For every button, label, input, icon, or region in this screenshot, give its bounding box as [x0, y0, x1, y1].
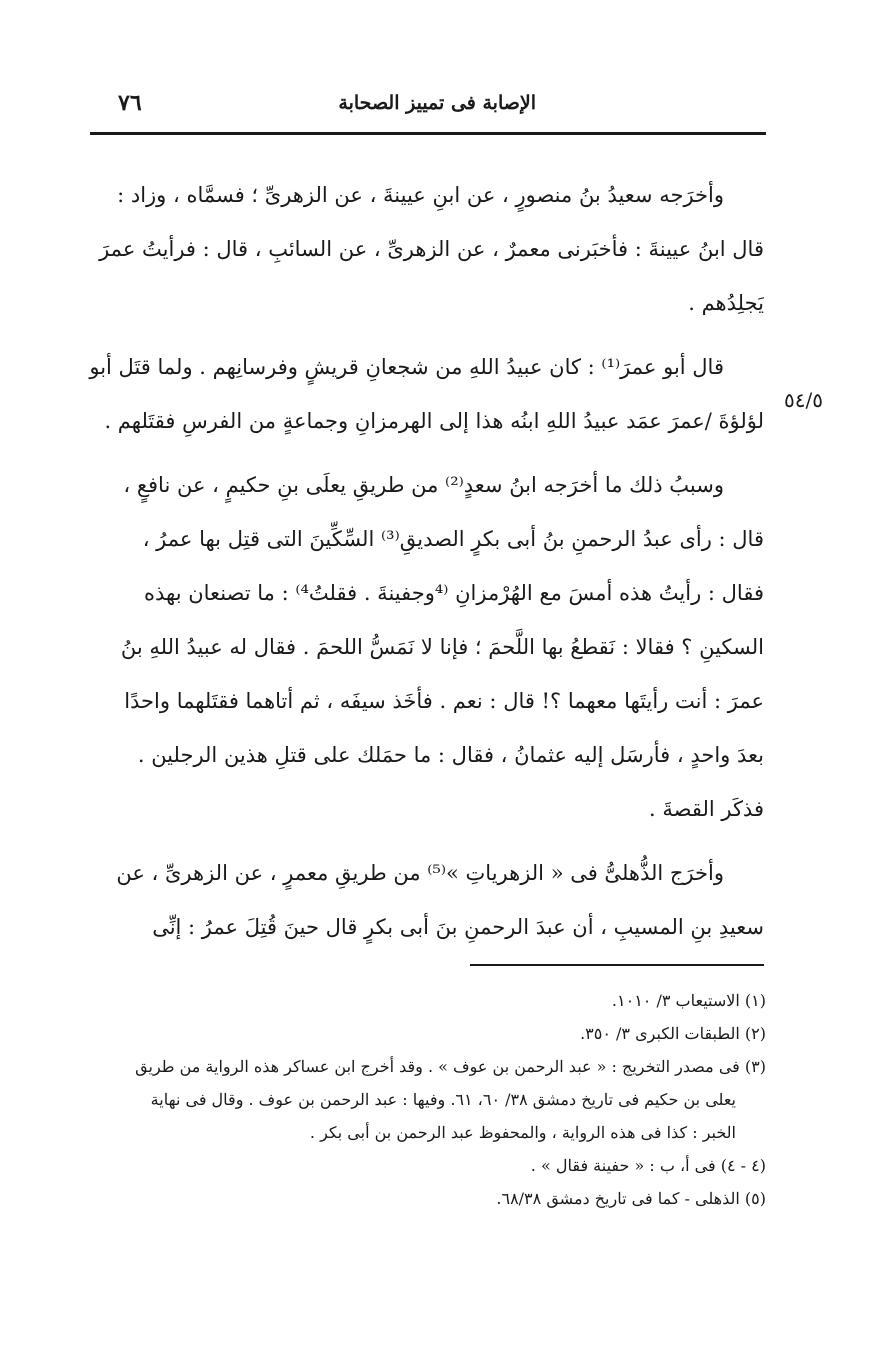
footnote: (١) الاستيعاب ٣/ ١٠١٠. — [611, 991, 766, 1010]
text-line: قال أبو عمرَ⁽¹⁾ : كان عبيدُ اللهِ من شجعانِ قريشٍ وفرسانِهم . ولما قتَل أبو — [89, 355, 724, 379]
footnote-continuation: الخبر : كذا فى هذه الرواية ، والمحفوظ عبد الرحمن بن أبى بكر . — [309, 1123, 736, 1142]
running-title: الإصابة فى تمييز الصحابة — [338, 92, 536, 114]
text-line: وأخرَجه سعيدُ بنُ منصورٍ ، عن ابنِ عيينةَ ، عن الزهرىِّ ؛ فسمَّاه ، وزاد : — [117, 183, 724, 207]
text-line: وسببُ ذلك ما أخرَجه ابنُ سعدٍ⁽²⁾ من طريقِ يعلَى بنِ حكيمٍ ، عن نافعٍ ، — [123, 473, 724, 497]
text-line: قال ابنُ عيينةَ : فأخبَرنى معمرٌ ، عن الزهرىِّ ، عن السائبِ ، قال : فرأيتُ عمرَ — [99, 237, 764, 261]
paragraph-gap — [88, 448, 764, 458]
text-line: يَجلِدُهم . — [688, 291, 764, 315]
text-line: لؤلؤةَ /عمرَ عمَد عبيدُ اللهِ ابنُه هذا إلى الهرمزانِ وجماعةٍ من الفرسِ فقتَلهم . — [104, 409, 764, 433]
footnote-continuation: يعلى بن حكيم فى تاريخ دمشق ٣٨/ ٦٠، ٦١. وفيها : عبد الرحمن بن عوف . وقال فى نهاية — [150, 1090, 736, 1109]
footnote: (٢) الطبقات الكبرى ٣/ ٣٥٠. — [580, 1024, 766, 1043]
text-line: قال : رأى عبدُ الرحمنِ بنُ أبى بكرٍ الصديقِ⁽³⁾ السِّكِّينَ التى قتِل بها عمرُ ، — [142, 527, 764, 551]
text-line: بعدَ واحدٍ ، فأرسَل إليه عثمانُ ، فقال : ما حمَلك على قتلِ هذين الرجلين . — [137, 743, 764, 767]
text-line: فذكَر القصةَ . — [649, 797, 764, 821]
margin-page-reference: ٥٤/٥ — [784, 388, 823, 412]
text-line: سعيدِ بنِ المسيبِ ، أن عبدَ الرحمنِ بنَ أبى بكرٍ قال حينَ قُتِلَ عمرُ : إنِّى — [152, 915, 764, 939]
paragraph-gap — [88, 836, 764, 846]
footnote-separator — [470, 964, 764, 966]
page-number: ٧٦ — [118, 90, 142, 116]
text-line: فقال : رأيتُ هذه أمسَ مع الهُرْمزانِ ⁽⁴وجفينةَ . فقلتُ⁴⁾ : ما تصنعان بهذه — [144, 581, 764, 605]
header-rule — [90, 132, 766, 135]
page-header — [90, 86, 766, 126]
text-line: عمرَ : أنت رأيتَها معهما ؟! قال : نعم . فأخَذ سيفَه ، ثم أتاهما فقتَلهما واحدًا — [124, 689, 764, 713]
text-line: السكينِ ؟ فقالا : نَقطعُ بها اللَّحمَ ؛ فإنا لا نَمَسُّ اللحمَ . فقال له عبيدُ اللهِ بنُ — [120, 635, 764, 659]
text-line: وأخرَج الذُّهلىُّ فى « الزهرياتِ »⁽⁵⁾ من طريقِ معمرٍ ، عن الزهرىِّ ، عن — [116, 861, 724, 885]
paragraph-gap — [88, 330, 764, 340]
main-text — [88, 168, 764, 954]
footnote: (٣) فى مصدر التخريج : « عبد الرحمن بن عوف » . وقد أخرج ابن عساكر هذه الرواية من طريق — [135, 1057, 766, 1076]
footnote: (٤ - ٤) فى أ، ب : « حفينة فقال » . — [530, 1156, 766, 1175]
footnote: (٥) الذهلى - كما فى تاريخ دمشق ٦٨/٣٨. — [496, 1189, 766, 1208]
footnotes — [76, 984, 766, 1215]
